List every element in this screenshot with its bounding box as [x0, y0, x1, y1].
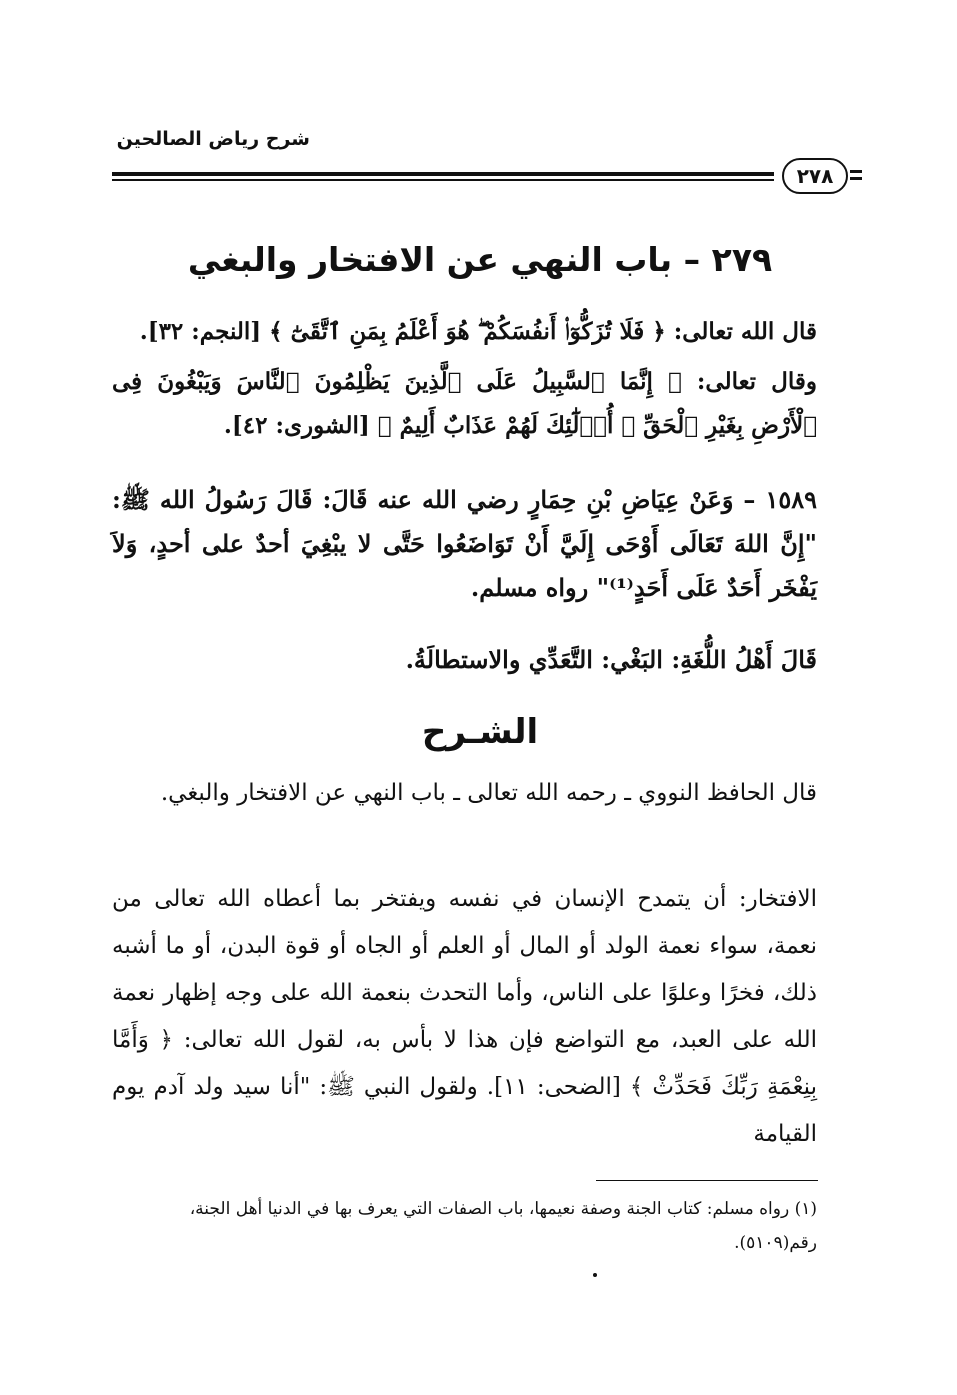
verse-quote-1: قال الله تعالى: ﴿ فَلَا تُزَكُّوٓا۟ أَنفُسَكُمْ ۖ هُوَ أَعْلَمُ بِمَنِ ٱتَّقَىٰٓ ﴾ [النجم: ٣٢]. [139, 318, 817, 345]
footnote-separator [596, 1180, 818, 1181]
page-number-badge [776, 158, 866, 194]
page-number: ٢٧٨ [782, 158, 848, 194]
commentary-paragraph-1: قال الحافظ النووي ـ رحمه الله تعالى ـ باب النهي عن الافتخار والبغي. [160, 780, 817, 806]
page-mark-dot [593, 1273, 597, 1277]
footnote: (١) رواه مسلم: كتاب الجنة وصفة نعيمها، باب الصفات التي يعرف بها في الدنيا أهل الجنة، رقم(٥١٠٩). [189, 1199, 817, 1253]
page-number-tick-top [850, 170, 862, 173]
header-rule-bottom [112, 179, 774, 181]
chapter-heading: ٢٧٩ – باب النهي عن الافتخار والبغي [187, 240, 773, 279]
verse-quote-2: وقال تعالى: ﴿ إِنَّمَا ٱلسَّبِيلُ عَلَى ٱلَّذِينَ يَظْلِمُونَ ٱلنَّاسَ وَيَبْغُونَ فِى ٱلْأَرْضِ بِغَيْرِ ٱلْحَقِّ ۚ أُو۟لَٰٓئِكَ لَهُمْ عَذَابٌ أَلِيمٌ ﴾ [الشورى: ٤٢]. [112, 368, 817, 439]
hadith-text: ١٥٨٩ – وَعَنْ عِيَاضِ بْنِ حِمَارٍ رضي الله عنه قَالَ: قَالَ رَسُولُ الله ﷺ: "إِنَّ اللهَ تَعَالَى أَوْحَى إِلَيَّ أَنْ تَوَاضَعُوا حَتَّى لا يبْغِيَ أحدٌ على أحدٍ، وَلاَ يَفْخَر أَحَدٌ عَلَى أَحَدٍ⁽¹⁾" رواه مسلم. [112, 485, 817, 602]
page-number-tick-bottom [850, 177, 862, 180]
language-note: قَالَ أَهْلُ اللُّغَةِ: البَغْي: التَّعَدِّي والاستطالَةُ. [405, 645, 817, 674]
commentary-heading: الشـرح [421, 712, 539, 752]
header-rule-top [112, 172, 774, 176]
commentary-paragraph-2: الافتخار: أن يتمدح الإنسان في نفسه ويفتخر بما أعطاه الله تعالى من نعمة، سواء نعمة الولد أو المال أو العلم أو الجاه أو قوة البدن، أو ما أشبه ذلك، فخرًا وعلوًا على الناس، وأما التحدث بنعمة الله على وجه إظهار نعمة الله على العبد، مع التواضع فإن هذا لا بأس به، لقول الله تعالى: ﴿ وَأَمَّا بِنِعْمَةِ رَبِّكَ فَحَدِّثْ ﴾ [الضحى: ١١]. ولقول النبي ﷺ: "أنا سيد ولد آدم يوم القيامة [112, 886, 818, 1147]
running-header-title: شرح رياض الصالحين [116, 128, 310, 150]
